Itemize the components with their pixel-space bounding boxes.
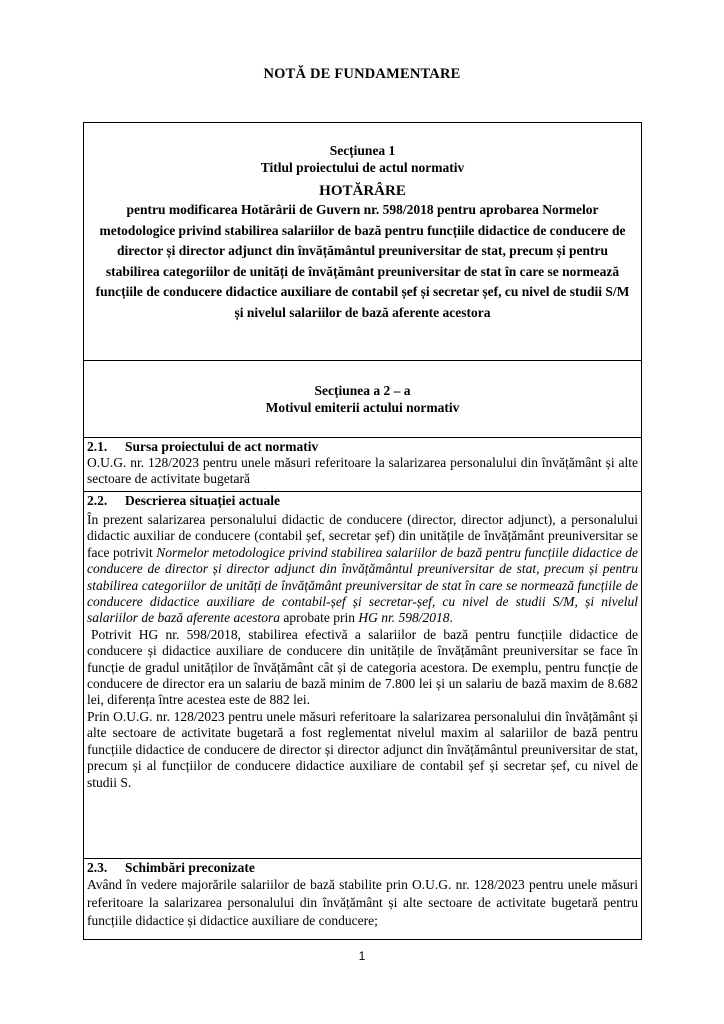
row-heading	[87, 492, 638, 509]
paragraph-2-text: Potrivit HG nr. 598/2018, stabilirea efectivă a salariilor de bază pentru funcțiile didactice de conducere și didactice auxiliare de conducere din unitățile de învățământ preuniversitar se face în funcție de gradul unităților de învățământ cât și de categoria acestora. De exemplu, pentru funcție de conducere de director era un salariu de bază minim de 7.800 lei și un salariu de bază maxim de 8.682 lei, diferența între acestea este de 882 lei.	[87, 626, 638, 708]
section-2-subheading: Motivul emiterii actului normativ	[265, 400, 460, 415]
p1-end: .	[449, 610, 453, 626]
section-2-block	[84, 361, 641, 438]
row-2-1	[84, 438, 641, 492]
act-title: pentru modificarea Hotărârii de Guvern nr. 598/2018 pentru aprobarea Normelor metodologice privind stabilirea salariilor de bază pentru funcțiile didactice de conducere de director și director adjunct din învățământul preuniversitar de stat, precum și pentru stabilirea categoriilor de unități de învățământ preuniversitar de stat în care se normează funcțiile de conducere didactice auxiliare de contabil șef și secretar șef, cu nivel de studii S/M și nivelul salariilor de bază aferente acestora	[95, 202, 630, 320]
paragraph-3: Prin O.U.G. nr. 128/2023 pentru unele măsuri referitoare la salarizarea personalului din învățământ și alte sectoare de activitate bugetară a fost reglementat nivelul maxim al salariilor de bază pentru funcțiile didactice de conducere de director și director adjunct din învățământul preuniversitar de stat, precum și al funcțiilor de conducere didactice auxiliare de contabil șef și secretar șef, cu nivel de studii S.	[87, 708, 638, 790]
fundamentation-table	[83, 122, 642, 940]
row-number: 2.3.	[87, 860, 108, 875]
row-text: Având în vedere majorările salariilor de bază stabilite prin O.U.G. nr. 128/2023 pentru unele măsuri referitoare la salarizarea personalului din învățământ și alte sectoare de activitate bugetară pentru funcțiile didactice și didactice auxiliare de conducere;	[87, 877, 638, 928]
section-2-heading: Secțiunea a 2 – a	[314, 383, 411, 398]
page-number: 1	[358, 949, 366, 963]
p1-hg-ref: HG nr. 598/2018	[358, 610, 450, 626]
act-type: HOTĂRÂRE	[319, 183, 406, 199]
section-1-heading: Secțiunea 1	[329, 143, 396, 158]
p1-norms-title: Normelor metodologice privind stabilirea salariilor de bază pentru funcțiile didactice de conducere de director și director adjunct din învățământul preuniversitar de stat, precum și pentru stabilirea categoriilor de unități de învățământ preuniversitar de stat în care se normează funcțiile de conducere didactice auxiliare de contabil-șef și secretar-șef, cu nivel de studii S/M, și nivelul salariilor de bază aferente acestora	[87, 544, 638, 626]
row-text: O.U.G. nr. 128/2023 pentru unele măsuri referitoare la salarizarea personalului din învățământ și alte sectoare de activitate bugetară	[87, 455, 638, 486]
section-1-subheading: Titlul proiectului de actul normativ	[260, 160, 465, 175]
p1-start: În prezent salarizarea personalului didactic de conducere (director, director adjunct), a personalului didactic auxiliar de conducere (contabil șef, secretar șef) din unitățile de învățământ preuniversitar se face potrivit	[87, 512, 638, 560]
row-title: Sursa proiectului de act normativ	[125, 439, 319, 454]
row-title: Schimbări preconizate	[125, 860, 255, 875]
row-heading	[87, 859, 638, 876]
row-number: 2.2.	[87, 493, 108, 508]
row-2-3	[84, 859, 641, 930]
row-heading	[87, 438, 638, 455]
p1-mid: aprobate prin	[279, 610, 359, 626]
row-2-2	[84, 492, 641, 859]
section-1-block	[84, 123, 641, 361]
document-title: NOTĂ DE FUNDAMENTARE	[263, 66, 461, 82]
paragraph-2	[87, 627, 638, 709]
row-number: 2.1.	[87, 439, 108, 454]
row-title: Descrierea situației actuale	[125, 493, 280, 508]
paragraph-1	[87, 512, 638, 627]
